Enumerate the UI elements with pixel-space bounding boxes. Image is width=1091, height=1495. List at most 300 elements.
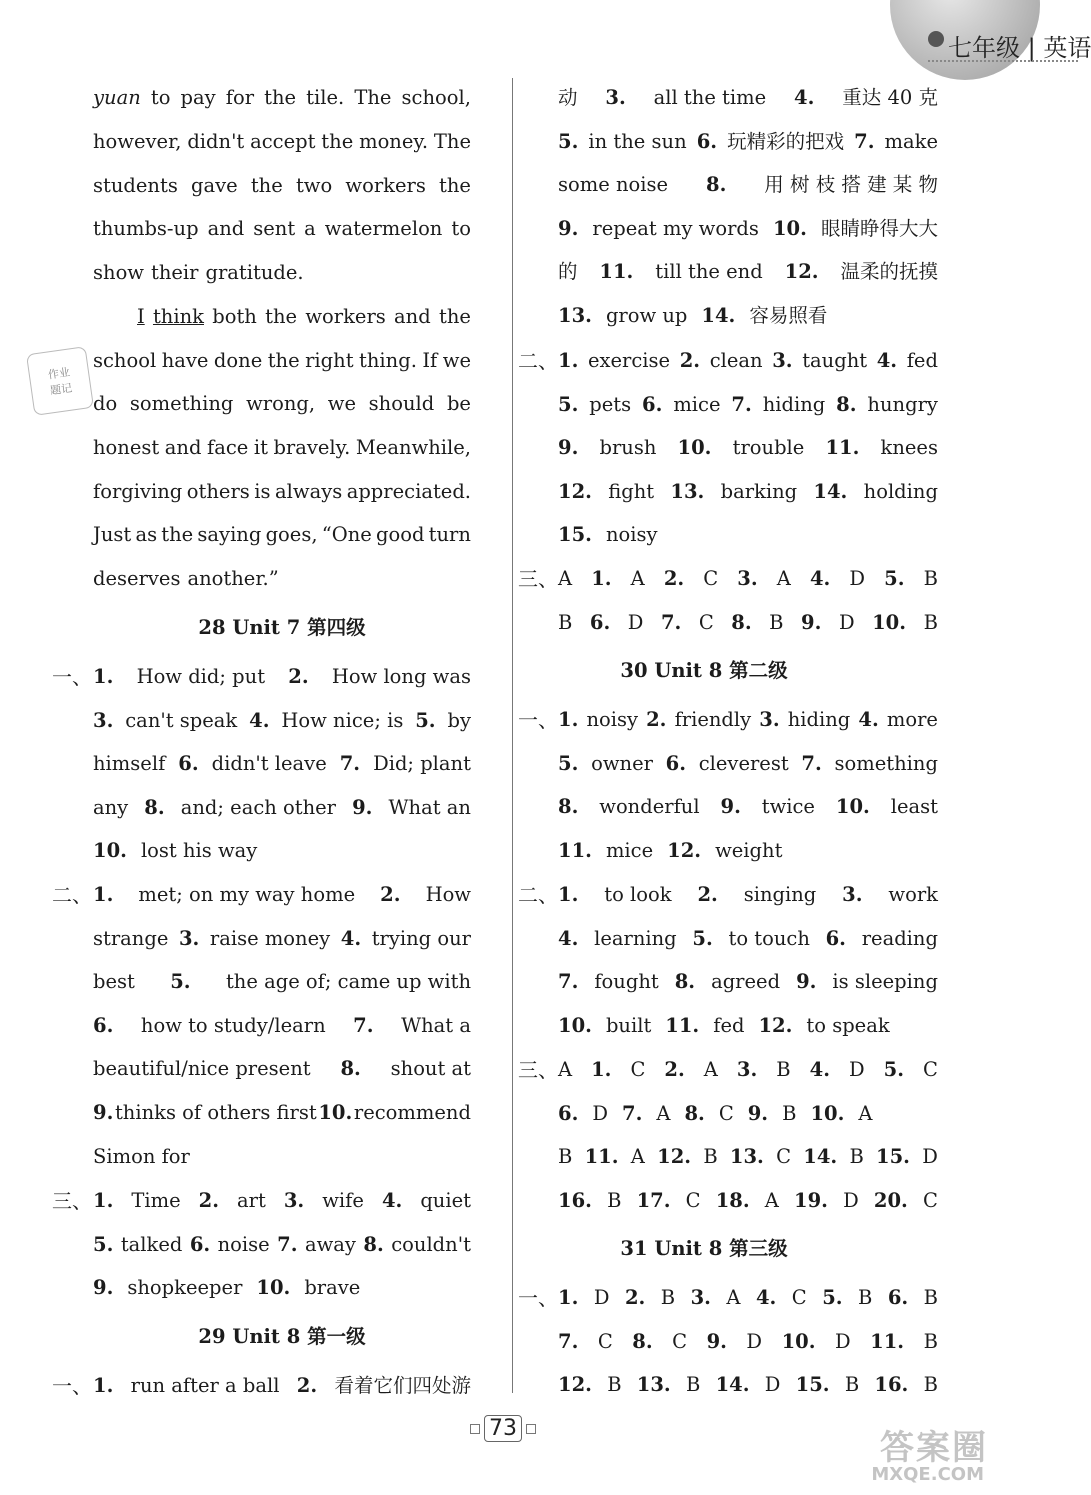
- essay-line: [93, 128, 471, 156]
- section-marker: 二、: [518, 349, 558, 373]
- item-number: 5.: [170, 970, 191, 994]
- item-number: 14.: [701, 304, 736, 327]
- item-number: 5.: [883, 1058, 905, 1081]
- header-dot-icon: [928, 31, 944, 47]
- item-number: 3.: [842, 883, 863, 906]
- item-number: 7.: [622, 1101, 643, 1125]
- item-number: 14.: [813, 479, 848, 503]
- section-heading: 29 Unit 8 第一级: [198, 1325, 366, 1348]
- essay-word: to: [150, 86, 171, 109]
- essay-line: [93, 565, 471, 593]
- section-marker: 三、: [52, 1189, 92, 1213]
- item-number: 6.: [189, 1232, 211, 1256]
- answer-line: [93, 1012, 471, 1040]
- item-number: 8.: [558, 795, 579, 819]
- answer-text: cleverest: [698, 751, 789, 775]
- item-number: 13.: [636, 1373, 671, 1397]
- essay-line: [93, 259, 471, 287]
- item-number: 2.: [679, 349, 701, 372]
- item-number: 7.: [854, 129, 875, 153]
- answer-text: fed: [713, 1013, 745, 1037]
- answer-text: work: [888, 883, 938, 906]
- answer-line: [93, 1143, 471, 1171]
- item-number: 1.: [93, 1374, 114, 1397]
- answer-text: B: [849, 1145, 864, 1169]
- answer-text: mice: [673, 392, 721, 416]
- item-number: 2.: [198, 1189, 220, 1212]
- section-marker: 一、: [518, 1286, 558, 1310]
- answer-text: trouble: [732, 436, 805, 460]
- item-number: 5.: [558, 392, 579, 416]
- essay-word: watermelon: [324, 217, 443, 240]
- watermark-logo: 答案圈: [880, 1428, 988, 1468]
- item-number: 9.: [706, 1329, 727, 1353]
- item-number: 8.: [684, 1101, 705, 1125]
- answer-text: C: [698, 610, 714, 634]
- answer-text: What a: [401, 1013, 471, 1037]
- item-number: 1.: [591, 1058, 612, 1081]
- item-number: 9.: [93, 1276, 114, 1300]
- answer-text: friendly: [674, 708, 752, 731]
- answer-text: something: [834, 751, 938, 775]
- answer-text: B: [776, 1058, 791, 1081]
- answer-line: [558, 521, 938, 549]
- item-number: 10.: [677, 436, 712, 460]
- item-number: 2.: [624, 1286, 646, 1309]
- essay-word: the: [267, 349, 300, 372]
- item-number: 4.: [755, 1286, 777, 1309]
- section-marker: 二、: [518, 883, 558, 907]
- answer-line: [93, 881, 471, 909]
- item-number: 3.: [178, 926, 200, 950]
- essay-word: however,: [93, 130, 182, 153]
- answer-text: C: [791, 1286, 807, 1309]
- answer-line: [558, 215, 938, 243]
- item-number: 2.: [663, 567, 685, 590]
- item-number: 16.: [558, 1188, 592, 1212]
- item-number: 4.: [794, 86, 815, 109]
- answer-text: D: [838, 610, 855, 634]
- answer-text: D: [746, 1329, 763, 1353]
- answer-text: B: [558, 610, 573, 634]
- answer-line: [558, 84, 938, 112]
- essay-word: should: [368, 392, 435, 415]
- essay-word: thing.: [359, 349, 417, 372]
- essay-word: the: [321, 130, 354, 153]
- essay-word: gratitude.: [205, 261, 304, 284]
- answer-text: strange: [93, 926, 169, 950]
- item-number: 5.: [558, 751, 579, 775]
- answer-text: till the end: [655, 260, 763, 284]
- answer-text: B: [703, 1145, 718, 1169]
- item-number: 6.: [589, 610, 611, 634]
- answer-line: [93, 968, 471, 996]
- answer-text: B: [858, 1286, 873, 1309]
- item-number: 4.: [876, 349, 898, 372]
- essay-line: [93, 478, 471, 506]
- answer-text: hungry: [867, 392, 938, 416]
- section-marker: 一、: [52, 665, 92, 689]
- item-number: 4.: [809, 1058, 830, 1081]
- answer-text: D: [922, 1145, 938, 1169]
- answer-line: [558, 1056, 938, 1084]
- answer-text: A: [656, 1101, 671, 1125]
- answer-text: taught: [802, 349, 868, 372]
- answer-text: art: [237, 1189, 266, 1212]
- essay-word: face: [206, 436, 249, 459]
- item-number: 3.: [736, 1058, 758, 1081]
- answer-text: weight: [715, 838, 783, 862]
- essay-word: have: [161, 349, 209, 372]
- answer-text: lost his way: [140, 839, 258, 863]
- essay-line: [93, 390, 471, 418]
- item-number: 2.: [288, 665, 309, 688]
- item-number: 7.: [731, 392, 752, 416]
- item-number: 8.: [836, 392, 857, 416]
- answer-text: 用 树 枝 搭 建 某 物: [764, 173, 938, 197]
- essay-word: something: [129, 392, 234, 415]
- essay-word: good: [376, 523, 425, 546]
- answer-text: B: [607, 1373, 622, 1397]
- item-number: 5.: [884, 567, 905, 590]
- item-number: 10.: [772, 216, 807, 240]
- essay-word: the: [265, 305, 298, 328]
- item-number: 13.: [729, 1145, 764, 1169]
- answer-line: [558, 793, 938, 821]
- answer-text: to look: [604, 883, 672, 906]
- answer-line: [558, 258, 938, 286]
- item-number: 6.: [642, 392, 663, 416]
- item-number: 2.: [697, 883, 718, 906]
- answer-line: [558, 1284, 938, 1312]
- answer-text: wife: [322, 1189, 364, 1212]
- item-number: 4.: [858, 708, 879, 731]
- essay-line: [93, 521, 471, 549]
- item-number: 20.: [873, 1188, 908, 1212]
- answer-line: [558, 1328, 938, 1356]
- essay-word: and: [207, 217, 245, 240]
- essay-word: two: [295, 174, 333, 197]
- answer-line: [93, 1231, 471, 1259]
- item-number: 9.: [796, 970, 817, 994]
- answer-text: in the sun: [588, 129, 687, 153]
- answer-text: himself: [93, 752, 166, 776]
- watermark: [838, 1420, 988, 1486]
- essay-word: saying: [197, 523, 262, 546]
- item-number: 9.: [558, 436, 579, 460]
- essay-word: done: [213, 349, 263, 372]
- answer-text: twice: [761, 795, 815, 819]
- item-number: 7.: [558, 1329, 579, 1353]
- item-number: 6.: [665, 751, 687, 775]
- answer-text: run after a ball: [130, 1374, 280, 1397]
- answer-line: [558, 837, 938, 865]
- page-number-value: 73: [484, 1415, 522, 1442]
- answer-text: A: [558, 567, 573, 590]
- essay-word: the: [250, 174, 283, 197]
- page-number-decoration: [470, 1424, 480, 1434]
- item-number: 10.: [835, 795, 870, 819]
- item-number: 8.: [144, 795, 165, 819]
- item-number: 11.: [825, 436, 860, 460]
- answer-text: C: [718, 1101, 734, 1125]
- answer-text: trying our: [371, 926, 471, 950]
- answer-text: D: [592, 1101, 608, 1125]
- essay-word: think: [152, 305, 204, 328]
- answer-line: [93, 707, 471, 735]
- essay-word: appreciated.: [346, 480, 471, 503]
- essay-word: we: [327, 392, 356, 415]
- item-number: 6.: [887, 1286, 909, 1309]
- essay-word: thumbs-up: [93, 217, 199, 240]
- item-number: 6.: [178, 752, 199, 776]
- answer-line: [558, 925, 938, 953]
- item-number: 12.: [558, 479, 592, 503]
- item-number: 8.: [706, 173, 727, 197]
- answer-text: agreed: [711, 970, 781, 994]
- essay-word: the: [161, 523, 194, 546]
- essay-word: bravely.: [273, 436, 351, 459]
- essay-word: deserves: [93, 567, 181, 590]
- answer-line: [93, 794, 471, 822]
- answer-text: to touch: [728, 926, 810, 950]
- item-number: 4.: [381, 1189, 403, 1212]
- item-number: 8.: [731, 610, 752, 634]
- item-number: 5.: [93, 1232, 114, 1256]
- item-number: 12.: [558, 1373, 592, 1397]
- answer-text: wonderful: [599, 795, 700, 819]
- answer-text: by: [447, 708, 471, 732]
- item-number: 1.: [558, 883, 579, 906]
- item-number: 3.: [772, 349, 793, 372]
- item-number: 2.: [296, 1374, 318, 1397]
- page-header: [580, 0, 1091, 90]
- essay-word: gave: [191, 174, 238, 197]
- item-number: 11.: [558, 838, 592, 862]
- answer-text: thinks of others first: [114, 1101, 317, 1124]
- answer-text: make: [884, 129, 938, 153]
- essay-line: [93, 347, 471, 375]
- item-number: 13.: [558, 304, 592, 327]
- page-number-decoration: [526, 1424, 536, 1434]
- item-number: 1.: [93, 1189, 114, 1212]
- answer-text: B: [844, 1373, 860, 1397]
- item-number: 5.: [558, 129, 579, 153]
- essay-word: money.: [359, 130, 429, 153]
- section-marker: 三、: [518, 1058, 558, 1082]
- answer-text: to speak: [806, 1013, 890, 1037]
- answer-text: can't speak: [125, 708, 238, 732]
- column-divider: [512, 78, 513, 1393]
- answer-text: Did; plant: [373, 752, 471, 776]
- item-number: 15.: [876, 1145, 910, 1169]
- answer-line: [93, 925, 471, 953]
- answer-line: [93, 837, 471, 865]
- answer-text: D: [849, 1058, 865, 1081]
- answer-text: 容易照看: [749, 304, 828, 327]
- essay-word: didn't: [187, 130, 245, 153]
- answer-text: recommend: [353, 1101, 471, 1124]
- section-marker: 一、: [518, 708, 558, 732]
- answer-line: [558, 750, 938, 778]
- answer-text: repeat my words: [592, 216, 759, 240]
- answer-text: B: [782, 1101, 797, 1125]
- answer-text: 看着它们四处游: [334, 1374, 471, 1397]
- item-number: 12.: [657, 1145, 692, 1169]
- answer-line: [93, 1274, 471, 1302]
- answer-line: [558, 881, 938, 909]
- answer-text: 的: [558, 260, 578, 284]
- essay-word: goes,: [265, 523, 318, 546]
- answer-line: [93, 750, 471, 778]
- answer-line: [558, 1143, 938, 1171]
- answer-text: D: [843, 1188, 859, 1212]
- answer-text: B: [923, 610, 938, 634]
- answer-text: How long was: [331, 665, 471, 688]
- answer-text: some noise: [558, 173, 669, 197]
- essay-word: the: [438, 305, 471, 328]
- item-number: 7.: [660, 610, 682, 634]
- essay-line: [93, 172, 471, 200]
- answer-text: noise: [217, 1232, 270, 1256]
- answer-text: hiding: [762, 392, 826, 416]
- answer-text: more: [886, 708, 938, 731]
- answer-text: noisy: [586, 708, 639, 731]
- item-number: 5.: [822, 1286, 843, 1309]
- answer-line: [93, 1187, 471, 1215]
- essay-word: we: [442, 349, 471, 372]
- essay-line: [93, 434, 471, 462]
- item-number: 10.: [318, 1101, 353, 1124]
- item-number: 11.: [599, 260, 634, 284]
- item-number: 1.: [93, 665, 114, 688]
- answer-line: [558, 1187, 938, 1215]
- answer-text: fought: [594, 970, 659, 994]
- item-number: 8.: [340, 1057, 361, 1081]
- answer-text: D: [835, 1329, 851, 1353]
- essay-word: do: [93, 392, 118, 415]
- answer-text: didn't leave: [211, 752, 327, 776]
- item-number: 11.: [870, 1329, 905, 1353]
- answer-text: C: [597, 1329, 613, 1353]
- answer-text: C: [630, 1058, 646, 1081]
- essay-word: is: [254, 480, 271, 503]
- item-number: 3.: [737, 567, 758, 590]
- answer-line: [558, 1012, 938, 1040]
- item-number: 6.: [93, 1013, 114, 1037]
- answer-text: B: [607, 1188, 622, 1212]
- answer-text: mice: [605, 838, 654, 862]
- answer-text: A: [630, 1145, 645, 1169]
- essay-word: the: [264, 86, 297, 109]
- answer-text: 眼睛睁得大大: [820, 216, 938, 240]
- essay-word: and: [164, 436, 202, 459]
- item-number: 10.: [256, 1276, 291, 1300]
- answer-text: is sleeping: [832, 970, 938, 994]
- answer-text: pets: [589, 392, 632, 416]
- answer-text: B: [660, 1286, 676, 1309]
- answer-text: D: [593, 1286, 610, 1309]
- essay-word: “One: [321, 523, 372, 546]
- answer-line: [558, 478, 938, 506]
- answer-text: brave: [304, 1276, 361, 1300]
- header-title: 七年级 | 英语: [948, 34, 1091, 62]
- answer-text: raise money: [209, 926, 331, 950]
- answer-line: [558, 968, 938, 996]
- answer-text: barking: [720, 479, 798, 503]
- answer-text: grow up: [605, 304, 688, 327]
- essay-word: show: [93, 261, 144, 284]
- answer-text: A: [630, 567, 645, 590]
- essay-word: the: [439, 174, 471, 197]
- item-number: 7.: [558, 970, 579, 994]
- answer-text: How nice; is: [281, 708, 404, 732]
- answer-line: [558, 609, 938, 637]
- essay-word: it: [253, 436, 268, 459]
- item-number: 12.: [758, 1013, 793, 1037]
- item-number: 3.: [93, 708, 114, 732]
- essay-word: as: [135, 523, 158, 546]
- section-heading: 30 Unit 8 第二级: [620, 659, 788, 682]
- answer-text: shopkeeper: [127, 1276, 243, 1300]
- essay-word: I: [137, 305, 145, 328]
- item-number: 3.: [283, 1189, 305, 1212]
- answer-text: D: [627, 610, 644, 634]
- watermark-url: MXQE.COM: [871, 1464, 984, 1485]
- answer-text: B: [923, 1286, 938, 1309]
- answer-text: A: [726, 1286, 741, 1309]
- answer-text: B: [558, 1145, 573, 1169]
- answer-text: noisy: [605, 523, 658, 547]
- item-number: 8.: [674, 970, 696, 994]
- answer-text: how to study/learn: [140, 1013, 326, 1037]
- answer-text: What an: [388, 795, 471, 819]
- item-number: 8.: [632, 1329, 653, 1353]
- answer-text: and; each other: [180, 795, 336, 819]
- item-number: 1.: [591, 567, 612, 590]
- item-number: 7.: [801, 751, 822, 775]
- item-number: 3.: [759, 708, 780, 731]
- answer-line: [93, 663, 471, 691]
- answer-line: [558, 391, 938, 419]
- item-number: 9.: [558, 216, 579, 240]
- answer-text: C: [922, 1188, 938, 1212]
- essay-word: turn: [428, 523, 471, 546]
- answer-text: least: [890, 795, 938, 819]
- essay-word: If: [422, 349, 438, 372]
- answer-line: [558, 565, 938, 593]
- answer-text: A: [558, 1058, 573, 1081]
- essay-word: Meanwhile,: [355, 436, 471, 459]
- item-number: 12.: [784, 260, 819, 284]
- essay-word: pay: [180, 86, 216, 109]
- section-marker: 二、: [52, 883, 92, 907]
- answer-line: [93, 1099, 471, 1127]
- answer-text: fight: [608, 479, 655, 503]
- answer-text: holding: [863, 479, 938, 503]
- answer-text: Time: [131, 1189, 181, 1212]
- item-number: 2.: [646, 708, 667, 731]
- essay-word: tile.: [306, 86, 345, 109]
- essay-word: school,: [401, 86, 471, 109]
- item-number: 3.: [690, 1286, 711, 1309]
- essay-word: The: [354, 86, 392, 109]
- answer-text: owner: [591, 751, 653, 775]
- answer-text: B: [923, 567, 938, 590]
- item-number: 15.: [795, 1373, 830, 1397]
- item-number: 4.: [809, 567, 831, 590]
- essay-word: yuan: [93, 86, 141, 109]
